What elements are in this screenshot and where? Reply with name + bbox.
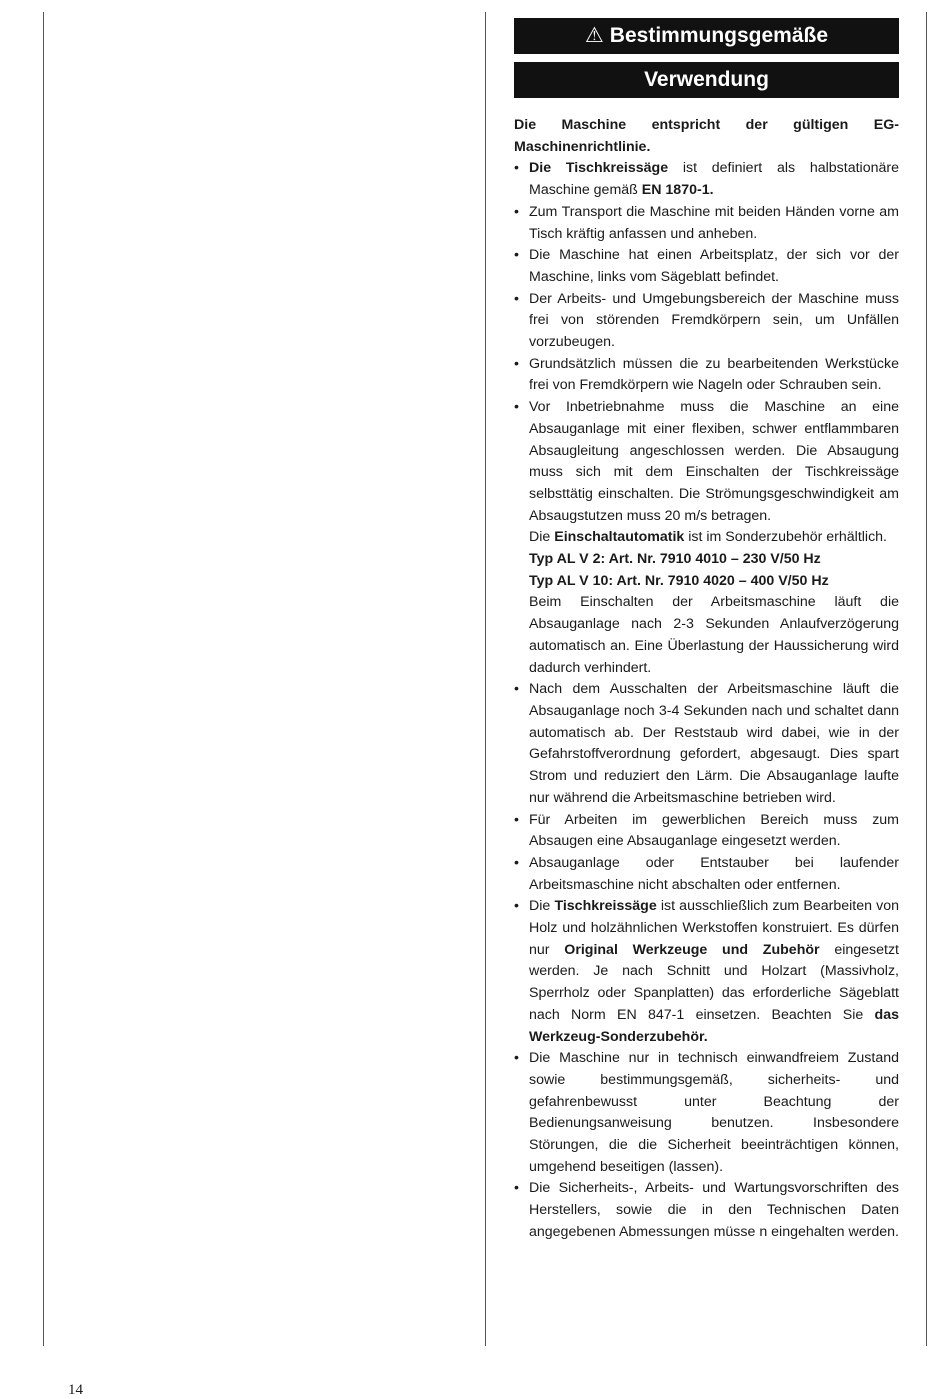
list-item [514, 896, 899, 1048]
text-span: ist im Sonderzubehör erhältlich. [684, 529, 887, 546]
list-item: • Grundsätzlich müssen die zu bearbeitenden Werkstücke frei von Fremdkörpern wie Nageln oder Schrauben sein. [514, 354, 899, 397]
list-item [514, 397, 899, 679]
text-span: Die [529, 898, 555, 915]
list-item: • Die Maschine nur in technisch einwandfreiem Zustand sowie bestimmungsgemäß, sicherheits- und gefahrenbewusst unter Beachtung der Bedienungsanweisung benutzen. Insbesondere Störungen, die die Sicherheit beeinträchtigen können, umgehend beseitigen (lassen). [514, 1048, 899, 1178]
list-item [514, 158, 899, 201]
list-item: • Die Maschine hat einen Arbeitsplatz, der sich vor der Maschine, links vom Sägeblatt befindet. [514, 245, 899, 288]
text-span: eingesetzt werden. Je nach Schnitt und Holzart (Massivholz, Sperrholz oder Spanplatten) das erforderliche Sägeblatt nach Norm EN 847-1 einsetzen. Beachten Sie [529, 941, 899, 1023]
list-item-text: • Vor Inbetriebnahme muss die Maschine an eine Absauganlage mit einer flexiben, schwer entflammbaren Absaugleitung angeschlossen werden. Die Absaugung muss sich mit dem Einschalten der Tischkreissäge selbsttätig einschalten. Die Strömungsgeschwindigkeit am Absaugstutzen muss 20 m/s betragen. [529, 399, 899, 524]
list-item-text: Beim Einschalten der Arbeitsmaschine läuft die Absauganlage nach 2-3 Sekunden Anlaufverzögerung automatisch an. Eine Überlastung der Haussicherung wird dadurch verhindert. [529, 594, 899, 676]
bold-term: das Werkzeug-Sonderzubehör. [529, 1006, 899, 1045]
page-number: 14 [68, 1382, 83, 1398]
intro-paragraph: Die Maschine entspricht der gültigen EG-Maschinenrichtlinie. [514, 117, 899, 155]
bold-term: Original Werkzeuge und Zubehör [564, 941, 820, 958]
bold-term: Die Tischkreissäge [529, 160, 669, 177]
right-column [514, 18, 899, 1244]
text-span: Die [529, 529, 555, 546]
column-rule-left [43, 12, 44, 1346]
list-item: • Zum Transport die Maschine mit beiden Händen vorne am Tisch kräftig anfassen und anheben. [514, 202, 899, 245]
list-item-text: ist definiert als halbstationäre Maschine gemäß [529, 160, 899, 199]
list-item: • Für Arbeiten im gewerblichen Bereich muss zum Absaugen eine Absauganlage eingesetzt werden. [514, 810, 899, 853]
rule-list [514, 158, 899, 1243]
product-type-line [529, 549, 899, 571]
section-heading-line-1: Bestimmungsgemäße [609, 24, 829, 47]
column-rule-middle [485, 12, 486, 1346]
list-item-text [529, 527, 899, 549]
product-type-line [529, 571, 899, 593]
text-span: ist ausschließlich zum Bearbeiten von Holz und holzähnlichen Werkstoffen konstruiert. Es dürfen nur [529, 898, 899, 958]
bold-term: Tischkreissäge [554, 898, 657, 915]
section-heading-line-2: Verwendung [644, 68, 769, 91]
column-rule-right [926, 12, 927, 1346]
section-heading-bar-2 [514, 62, 899, 98]
bold-term: Typ AL V 2: Art. Nr. 7910 4010 – 230 V/50 Hz [529, 551, 821, 568]
section-heading-bar [514, 18, 899, 54]
list-item: • Absauganlage oder Entstauber bei laufender Arbeitsmaschine nicht abschalten oder entfernen. [514, 853, 899, 896]
bold-term: EN 1870-1. [641, 182, 714, 199]
bold-term: Typ AL V 10: Art. Nr. 7910 4020 – 400 V/50 Hz [529, 572, 829, 589]
bold-term: Einschaltautomatik [554, 529, 685, 546]
list-item: • Nach dem Ausschalten der Arbeitsmaschine läuft die Absauganlage noch 3-4 Sekunden nach und schaltet dann automatisch ab. Der Reststaub wird dabei, wie in der Gefahrstoffverordnung gefordert, abgesaugt. Dies spart Strom und reduziert den Lärm. Die Absauganlage laufte nur während die Arbeitsmaschine betrieben wird. [514, 679, 899, 809]
list-item: • Der Arbeits- und Umgebungsbereich der Maschine muss frei von störenden Fremdkörpern sein, um Unfällen vorzubeugen. [514, 289, 899, 354]
warning-triangle-icon: ⚠ [584, 24, 604, 47]
section-body [514, 115, 899, 1244]
list-item: • Die Sicherheits-, Arbeits- und Wartungsvorschriften des Herstellers, sowie die in den Technischen Daten angegebenen Abmessungen müsse n eingehalten werden. [514, 1178, 899, 1243]
